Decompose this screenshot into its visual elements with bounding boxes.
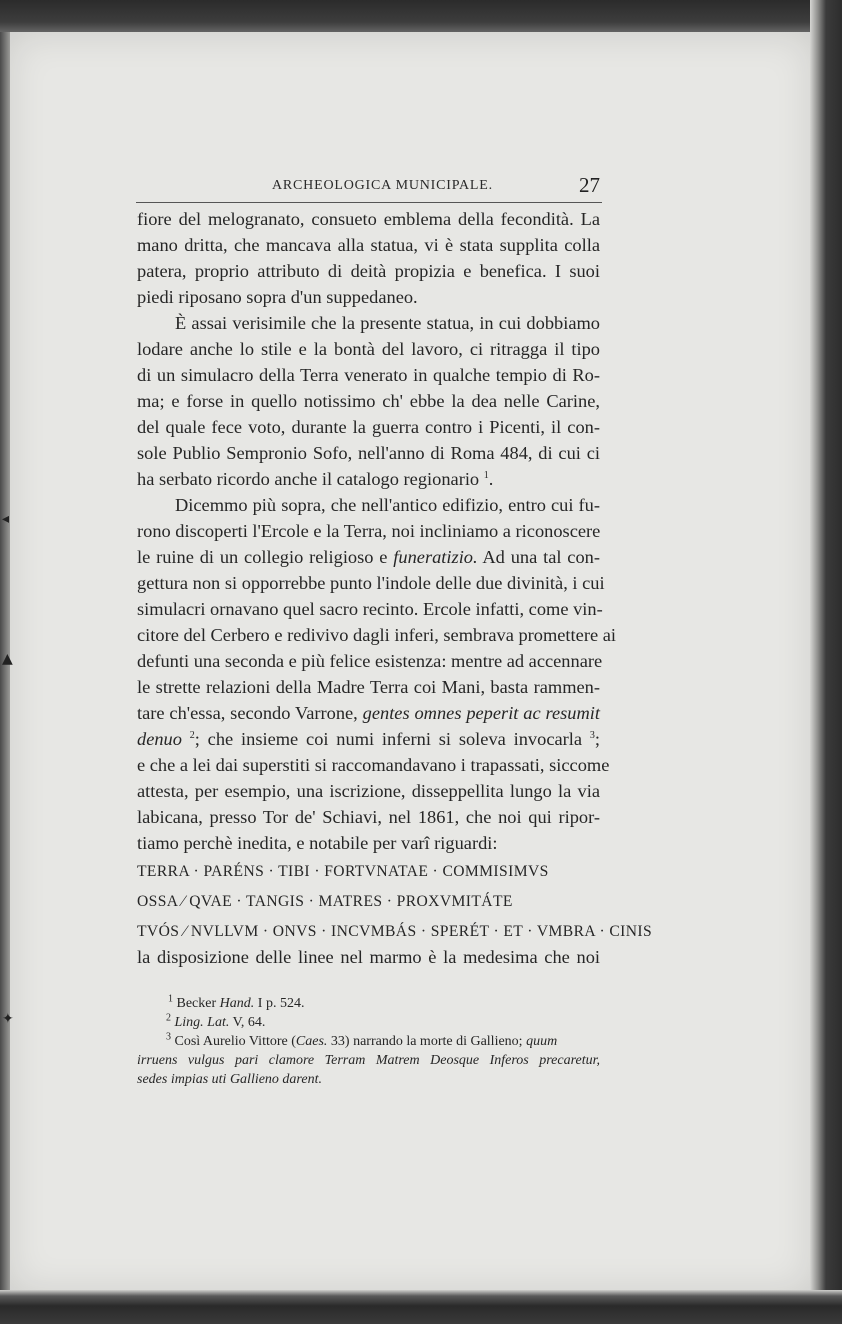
body-line-text: ; che insieme coi numi inferni si soleva invocarla: [194, 729, 583, 749]
scan-right-border: [810, 0, 842, 1324]
footnote-ref: 1: [483, 469, 489, 481]
body-line: [137, 701, 600, 725]
body-line-text: tare ch'essa, secondo Varrone,: [137, 703, 358, 723]
footnote: [168, 994, 304, 1013]
footnote-number: 3: [166, 1031, 171, 1043]
footnote: [166, 1032, 557, 1051]
footnote-continuation: irruens vulgus pari clamore Terram Matrem Deosque Inferos precaretur,: [137, 1053, 600, 1068]
inscription-line: TVÓS ⁄ NVLLVM · ONVS · INCVMBÁS · SPERÉT · ET · VMBRA · CINIS: [137, 923, 653, 940]
scan-bottom-border: [0, 1290, 842, 1324]
body-line: [137, 545, 600, 569]
body-line: patera, proprio attributo di deità propizia e benefica. I suoi: [137, 261, 600, 281]
body-line: labicana, presso Tor de' Schiavi, nel 1861, che noi qui ripor-: [137, 807, 600, 827]
body-line: sole Publio Sempronio Sofo, nell'anno di Roma 484, di cui ci: [137, 443, 600, 463]
footnote-continuation: sedes impias uti Gallieno darent.: [137, 1072, 322, 1087]
footnote-text: Così Aurelio Vittore (: [174, 1034, 296, 1049]
body-line: di un simulacro della Terra venerato in qualche tempio di Ro-: [137, 365, 600, 385]
body-line: piedi riposano sopra d'un suppedaneo.: [137, 287, 418, 307]
footnote-ref: 3: [589, 729, 595, 741]
body-line: attesta, per esempio, una iscrizione, disseppellita lungo la via: [137, 781, 600, 801]
body-line: mano dritta, che mancava alla statua, vi è stata supplita colla: [137, 235, 600, 255]
inscription-line: TERRA · PARÉNS · TIBI · FORTVNATAE · COMMISIMVS: [137, 863, 549, 880]
margin-mark-arrow: ◂: [2, 511, 10, 527]
italic-term: funeratizio.: [393, 547, 478, 567]
body-line: fiore del melogranato, consueto emblema della fecondità. La: [137, 209, 600, 229]
italic-quote: denuo: [137, 729, 182, 749]
body-line: ma; e forse in quello notissimo ch' ebbe la dea nelle Carine,: [137, 391, 600, 411]
footnote-text: 33) narrando la morte di Gallieno;: [330, 1034, 523, 1049]
footnote-text: I p. 524.: [257, 996, 305, 1011]
body-line-text: Ad una tal con-: [482, 547, 600, 567]
body-line: le strette relazioni della Madre Terra coi Mani, basta rammen-: [137, 677, 600, 697]
paragraph-start: È assai verisimile che la presente statua, in cui dobbiamo: [175, 313, 600, 333]
page-number: 27: [579, 173, 600, 197]
body-line: lodare anche lo stile e la bontà del lavoro, ci ritragga il tipo: [137, 339, 600, 359]
body-line-text: ha serbato ricordo anche il catalogo regionario: [137, 469, 480, 489]
body-line: del quale fece voto, durante la guerra contro i Picenti, il con-: [137, 417, 600, 437]
italic-quote: gentes omnes peperit ac resumit: [362, 703, 600, 723]
body-line: defunti una seconda e più felice esistenza: mentre ad accennare: [137, 651, 603, 671]
body-line: simulacri ornavano quel sacro recinto. Ercole infatti, come vin-: [137, 599, 603, 619]
body-line: gettura non si opporrebbe punto l'indole delle due divinità, i cui: [137, 573, 605, 593]
footnote-text: V, 64.: [232, 1015, 266, 1030]
inscription-line: OSSA ⁄ QVAE · TANGIS · MATRES · PROXVMITÁTE: [137, 893, 513, 910]
footnote-italic: quum: [526, 1034, 558, 1049]
footnote-italic: Caes.: [295, 1034, 328, 1049]
page-header: [136, 174, 602, 203]
paragraph-start: Dicemmo più sopra, che nell'antico edifizio, entro cui fu-: [175, 495, 600, 515]
body-line-text: le ruine di un collegio religioso e: [137, 547, 388, 567]
body-line: e che a lei dai superstiti si raccomandavano i trapassati, siccome: [137, 755, 610, 775]
body-line: tiamo perchè inedita, e notabile per varî riguardi:: [137, 833, 498, 853]
footnote: [166, 1013, 265, 1032]
footnote-number: 2: [166, 1012, 171, 1024]
margin-mark-star: ✦: [2, 1011, 14, 1027]
footnote-italic: Ling. Lat.: [174, 1015, 230, 1030]
body-line: rono discoperti l'Ercole e la Terra, noi incliniamo a riconoscere: [137, 521, 601, 541]
footnote-number: 1: [168, 993, 173, 1005]
body-line: ha serbato ricordo anche il catalogo regionario $^1$.: [137, 469, 494, 489]
footnote-italic: Hand.: [219, 996, 255, 1011]
body-line: denuo $^2$; che insieme coi numi inferni si soleva invocarla $^3$;: [137, 729, 600, 749]
body-line: la disposizione delle linee nel marmo è la medesima che noi: [137, 947, 600, 967]
margin-mark-triangle: ▲: [2, 651, 13, 667]
footnote-ref: 2: [189, 729, 195, 741]
running-head: ARCHEOLOGICA MUNICIPALE.: [272, 178, 493, 193]
body-line: citore del Cerbero e redivivo dagli inferi, sembrava promettere ai: [137, 625, 616, 645]
footnote-text: Becker: [176, 996, 217, 1011]
